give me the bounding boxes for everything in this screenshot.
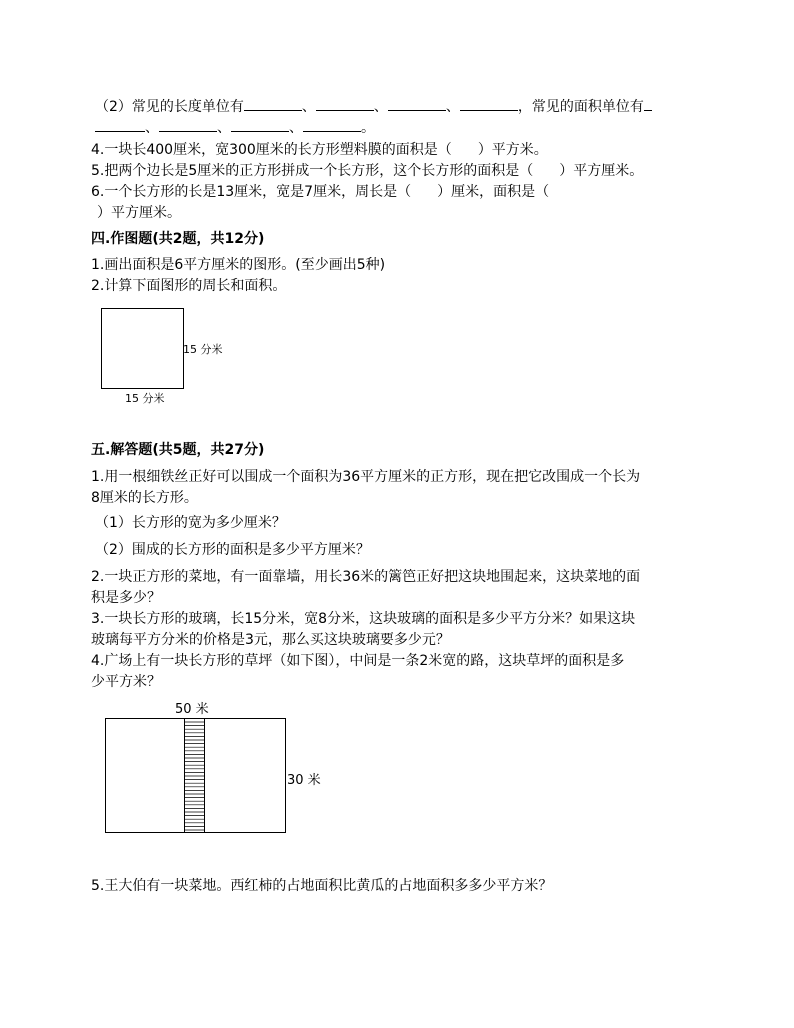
blank[interactable] <box>460 96 518 111</box>
square-shape <box>102 309 184 389</box>
problem-2-line-1: 2.一块正方形的菜地，有一面靠墙，用长36米的篱笆正好把这块地围起来，这块菜地的面 <box>91 569 641 585</box>
fill-question-2: （2）常见的长度单位有 、 、 、 ，常见的面积单位有 <box>95 96 652 117</box>
square-figure <box>101 308 185 390</box>
fill-question-6-cont: ）平方厘米。 <box>97 205 181 221</box>
blank[interactable] <box>231 117 289 132</box>
problem-1-line-1: 1.用一根细铁丝正好可以围成一个面积为36平方厘米的正方形，现在把它改围成一个长为 <box>91 469 641 485</box>
section-5-heading: 五.解答题(共5题，共27分) <box>91 442 265 458</box>
square-bottom-label: 15 分米 <box>125 392 165 405</box>
problem-1-sub-1: （1）长方形的宽为多少厘米？ <box>95 515 286 531</box>
blank[interactable] <box>244 96 302 111</box>
problem-1-line-2: 8厘米的长方形。 <box>91 490 198 506</box>
blank[interactable] <box>95 117 145 132</box>
drawing-question-2: 2.计算下面图形的周长和面积。 <box>91 278 287 294</box>
problem-4-line-1: 4.广场上有一块长方形的草坪（如下图），中间是一条2米宽的路，这块草坪的面积是多 <box>91 653 625 669</box>
section-4-heading: 四.作图题(共2题，共12分) <box>91 231 265 247</box>
blank[interactable] <box>303 117 361 132</box>
problem-5-line-1: 5.王大伯有一块菜地。西红柿的占地面积比黄瓜的占地面积多多少平方米？ <box>91 878 553 894</box>
blank[interactable] <box>388 96 446 111</box>
problem-2-line-2: 积是多少？ <box>91 590 161 606</box>
lawn-right-label: 30 米 <box>287 773 321 788</box>
problem-1-sub-2: （2）围成的长方形的面积是多少平方厘米？ <box>95 542 370 558</box>
fill-question-2-cont: 、 、 、 。 <box>95 117 375 138</box>
blank[interactable] <box>316 96 374 111</box>
road-strip <box>185 719 205 833</box>
problem-4-line-2: 少平方米？ <box>91 674 161 690</box>
fill-question-6: 6.一个长方形的长是13厘米，宽是7厘米，周长是（ ）厘米，面积是（ <box>91 184 550 200</box>
problem-3-line-1: 3.一块长方形的玻璃，长15分米，宽8分米，这块玻璃的面积是多少平方分米？如果这块 <box>91 611 636 627</box>
fill-question-5: 5.把两个边长是5厘米的正方形拼成一个长方形，这个长方形的面积是（ ）平方厘米。 <box>91 163 644 179</box>
square-side-label: 15 分米 <box>183 343 223 356</box>
blank[interactable] <box>644 96 652 111</box>
lawn-figure <box>105 718 287 834</box>
lawn-top-label: 50 米 <box>175 702 209 717</box>
drawing-question-1: 1.画出面积是6平方厘米的图形。(至少画出5种) <box>91 257 386 273</box>
fill-question-4: 4.一块长400厘米，宽300厘米的长方形塑料膜的面积是（ ）平方米。 <box>91 142 548 158</box>
problem-3-line-2: 玻璃每平方分米的价格是3元，那么买这块玻璃要多少元？ <box>91 632 450 648</box>
blank[interactable] <box>159 117 217 132</box>
